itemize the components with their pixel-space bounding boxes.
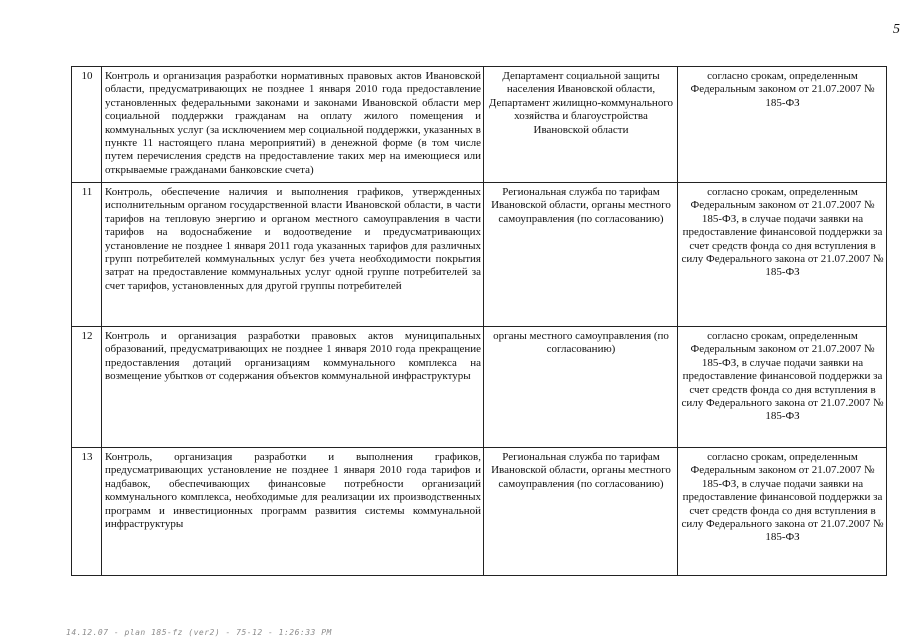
task-description: Контроль, обеспечение наличия и выполнения графиков, утвержденных исполнительным органом государственной власти Ивановской области, в части тарифов на тепловую энергию и органом местного самоуправления в части тарифов на водоснабжение и водоотведение и предусматривающих установление не позднее 1 января 2011 года указанных тарифов для различных групп потребителей коммунальных услуг без учета необходимости покрытия затрат на предоставление коммунальных услуг одной группе потребителей за счет тарифов, установленных для другой группы потребителей [102, 183, 484, 327]
footer-file-stamp: 14.12.07 - plan 185-fz (ver2) - 75-12 - 1:26:33 PM [66, 628, 332, 637]
page-number: 5 [893, 22, 900, 37]
table-row [72, 448, 887, 576]
task-description: Контроль, организация разработки и выполнения графиков, предусматривающих установление не позднее 1 января 2010 года тарифов и надбавок, обеспечивающих финансовые потребности организаций коммунального комплекса, необходимые для реализации их производственных программ и инвестиционных программ развития системы коммунальной инфраструктуры [102, 448, 484, 576]
row-number: 11 [72, 183, 102, 327]
task-description: Контроль и организация разработки нормативных правовых актов Ивановской области, предусматривающих не позднее 1 января 2010 года предоставление установленных федеральными законами и законами Ивановской области мер социальной поддержки гражданам на оплату жилого помещения и коммунальных услуг (за исключением мер социальной поддержки, указанных в пункте 11 настоящего плана мероприятий) в денежной форме (в том числе путем перечисления средств на предоставление таких мер на имеющиеся или открываемые гражданами банковские счета) [102, 67, 484, 183]
measures-table [71, 66, 887, 576]
deadline-term: согласно срокам, определенным Федеральным законом от 21.07.2007 № 185-ФЗ, в случае подачи заявки на предоставление финансовой поддержки за счет средств фонда со дня вступления в силу Федерального закона от 21.07.2007 № 185-ФЗ [678, 327, 887, 448]
row-number: 13 [72, 448, 102, 576]
responsible-party: Региональная служба по тарифам Ивановской области, органы местного самоуправления (по согласованию) [484, 183, 678, 327]
responsible-party: Департамент социальной защиты населения Ивановской области, Департамент жилищно-коммунального хозяйства и благоустройства Ивановской области [484, 67, 678, 183]
table-row [72, 67, 887, 183]
row-number: 12 [72, 327, 102, 448]
deadline-term: согласно срокам, определенным Федеральным законом от 21.07.2007 № 185-ФЗ [678, 67, 887, 183]
deadline-term: согласно срокам, определенным Федеральным законом от 21.07.2007 № 185-ФЗ, в случае подачи заявки на предоставление финансовой поддержки за счет средств фонда со дня вступления в силу Федерального закона от 21.07.2007 № 185-ФЗ [678, 448, 887, 576]
task-description: Контроль и организация разработки правовых актов муниципальных образований, предусматривающих не позднее 1 января 2010 года прекращение предоставления дотаций организациям коммунального комплекса на возмещение убытков от содержания объектов коммунальной инфраструктуры [102, 327, 484, 448]
responsible-party: органы местного самоуправления (по согласованию) [484, 327, 678, 448]
table-row [72, 183, 887, 327]
deadline-term: согласно срокам, определенным Федеральным законом от 21.07.2007 № 185-ФЗ, в случае подачи заявки на предоставление финансовой поддержки за счет средств фонда со дня вступления в силу Федерального закона от 21.07.2007 № 185-ФЗ [678, 183, 887, 327]
row-number: 10 [72, 67, 102, 183]
table-row [72, 327, 887, 448]
responsible-party: Региональная служба по тарифам Ивановской области, органы местного самоуправления (по согласованию) [484, 448, 678, 576]
